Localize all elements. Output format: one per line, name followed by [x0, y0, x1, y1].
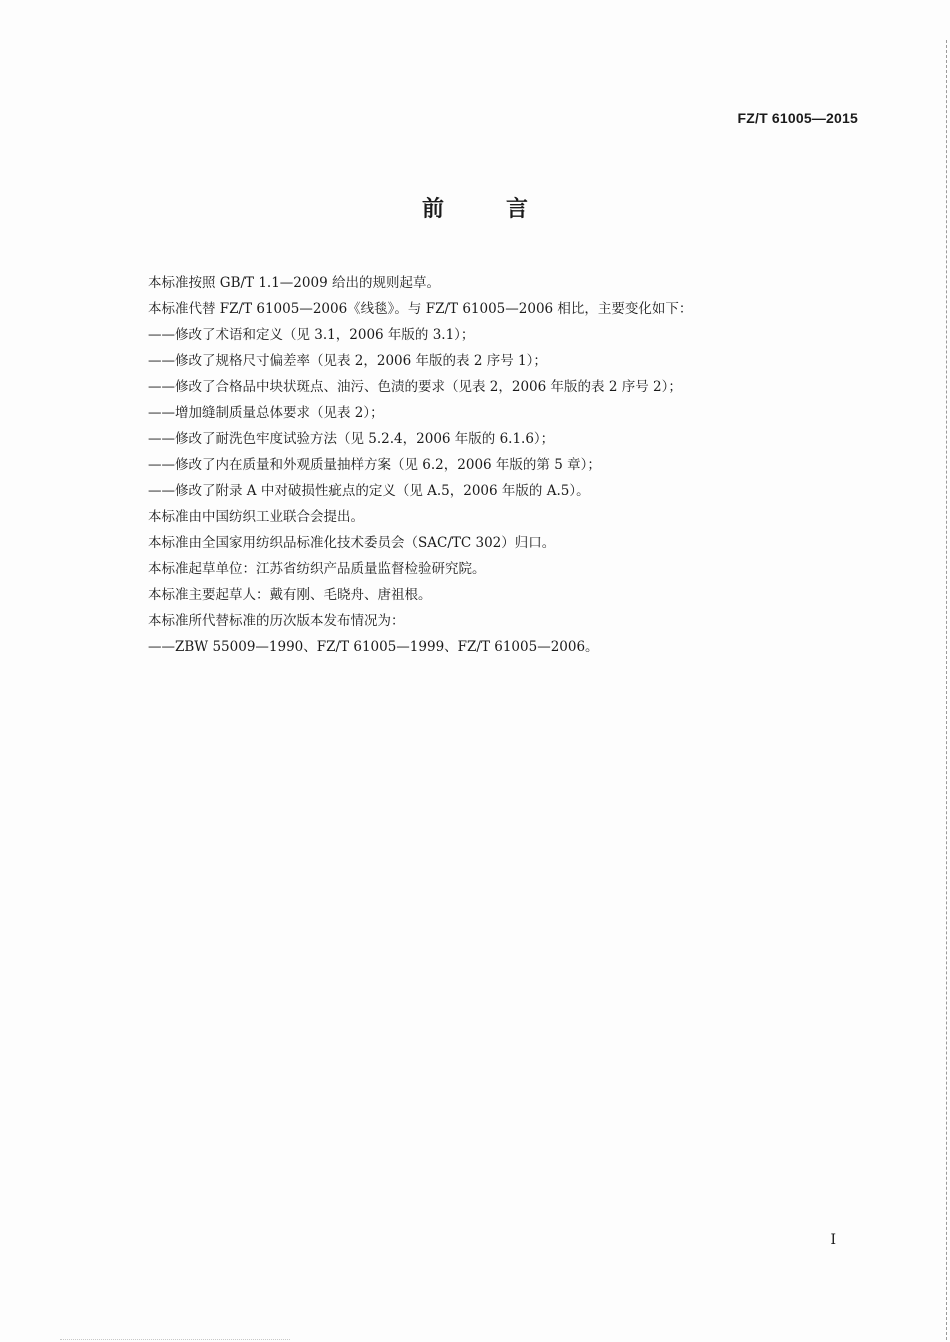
scan-edge-right: [946, 40, 950, 1340]
change-item: ——修改了附录 A 中对破损性疵点的定义（见 A.5，2006 年版的 A.5）。: [148, 483, 590, 499]
history-item: ——ZBW 55009—1990、FZ/T 61005—1999、FZ/T 61005—2006。: [148, 639, 599, 655]
foreword-line: 本标准按照 GB/T 1.1—2009 给出的规则起草。: [148, 275, 440, 291]
document-code: FZ/T 61005—2015: [737, 110, 858, 126]
change-item: ——修改了术语和定义（见 3.1，2006 年版的 3.1）；: [148, 327, 475, 343]
section-title: [0, 192, 950, 223]
foreword-line: 本标准所代替标准的历次版本发布情况为：: [148, 613, 405, 629]
foreword-line: 本标准起草单位：江苏省纺织产品质量监督检验研究院。: [148, 561, 486, 577]
change-item: ——增加缝制质量总体要求（见表 2）；: [148, 405, 384, 421]
foreword-line: 本标准由中国纺织工业联合会提出。: [148, 509, 364, 525]
change-item: ——修改了内在质量和外观质量抽样方案（见 6.2，2006 年版的第 5 章）；: [148, 457, 601, 473]
change-item: ——修改了合格品中块状斑点、油污、色渍的要求（见表 2，2006 年版的表 2 序号 2）；: [148, 379, 682, 395]
page-number: I: [830, 1232, 836, 1248]
change-item: ——修改了耐洗色牢度试验方法（见 5.2.4，2006 年版的 6.1.6）；: [148, 431, 555, 447]
foreword-line: 本标准由全国家用纺织品标准化技术委员会（SAC/TC 302）归口。: [148, 535, 556, 551]
foreword-body: [148, 270, 868, 660]
title-char-2: 言: [506, 197, 529, 222]
change-item: ——修改了规格尺寸偏差率（见表 2，2006 年版的表 2 序号 1）；: [148, 353, 547, 369]
foreword-line: 本标准主要起草人：戴有刚、毛晓舟、唐祖根。: [148, 587, 432, 603]
title-char-1: 前: [421, 197, 444, 222]
foreword-line: 本标准代替 FZ/T 61005—2006《线毯》。与 FZ/T 61005—2006 相比，主要变化如下：: [148, 301, 693, 317]
